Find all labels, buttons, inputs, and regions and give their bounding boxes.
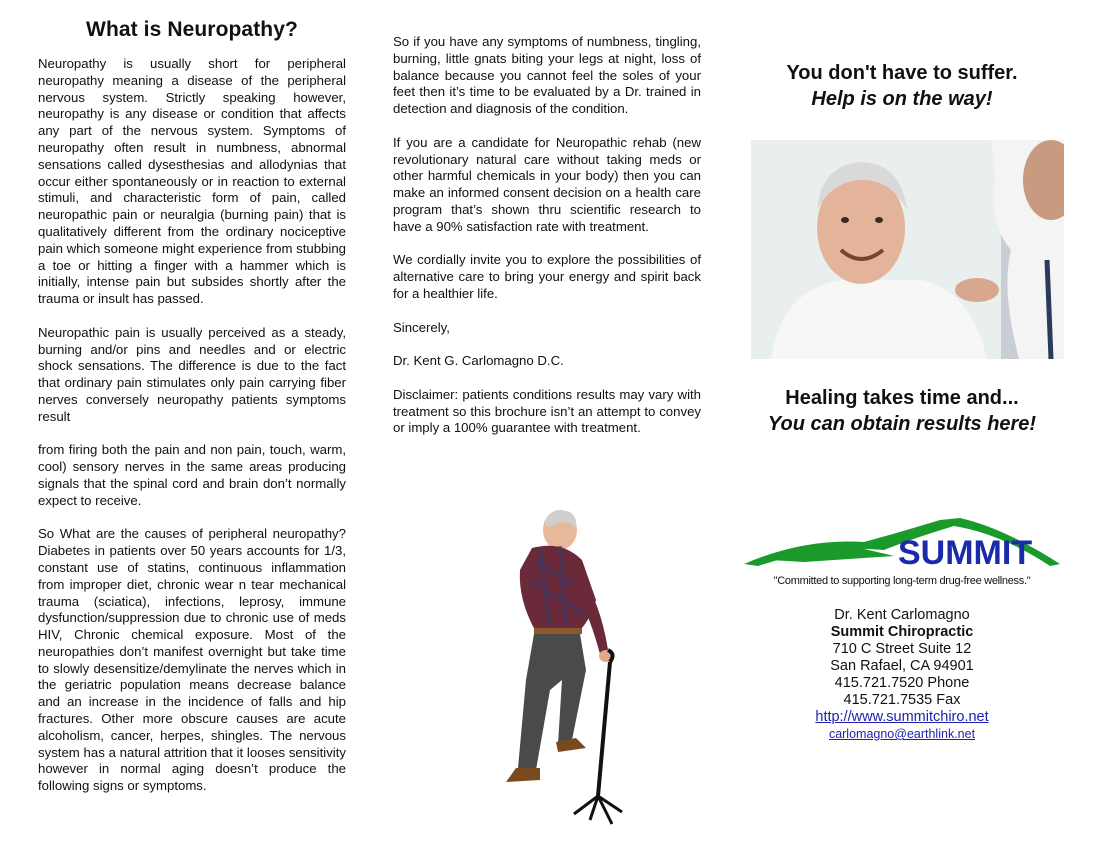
logo-text: SUMMIT xyxy=(898,534,1033,572)
headline-results-text: You can obtain results here! xyxy=(767,413,1037,435)
right-column-top xyxy=(740,60,1064,112)
paragraph: Neuropathic pain is usually perceived as a steady, burning and/or pins and needles and or electric shock sensations. The difference is due to the fact that ordinary pain stimulates only pain carrying fiber nerves conversely neuropathy patients symptoms result xyxy=(38,324,346,424)
headline-healing-text: Healing takes time and... xyxy=(785,387,1019,409)
headline-suffer xyxy=(740,60,1064,112)
middle-column xyxy=(393,0,701,454)
street-address: 710 C Street Suite 12 xyxy=(832,641,972,657)
city-address: San Rafael, CA 94901 xyxy=(830,658,974,674)
elderly-man-with-cane-image xyxy=(440,500,640,830)
website-link[interactable]: http://www.summitchiro.net xyxy=(815,709,989,725)
email-link[interactable]: carlomagno@earthlink.net xyxy=(828,727,976,741)
paragraph: We cordially invite you to explore the possibilities of alternative care to bring your energy and spirit back for a healthier life. xyxy=(393,252,701,301)
paragraph: Neuropathy is usually short for peripheral neuropathy meaning a disease of the peripheral nervous system. Strictly speaking however, neuropathy is any disease or condition that affects any part of the nervous system. Symptoms of neuropathy often result in numbness, abnormal sensations called dysesthesias and allodynias that occur either spontaneously or in reaction to external stimuli, and characteristic form of pain, called neuropathic pain or neuralgia (burning pain) that is qualitatively different from the ordinary nociceptive pain which someone might experience from stubbing a toe or hitting a finger with a hammer which is initially, intense pain but subsides shortly after the trauma or insult has passed. xyxy=(38,56,346,307)
paragraph: If you are a candidate for Neuropathic rehab (new revolutionary natural care without taking meds or other harmful chemicals in your body) then you can make an informed consent decision on a health care program that’s shown thru scientific research to have a 90% satisfaction rate with treatment. xyxy=(393,134,701,234)
disclaimer-text: Disclaimer: patients conditions results may vary with treatment so this brochure isn’t an attempt to convey or imply a 100% guarantee with treatment. xyxy=(393,386,701,436)
summit-logo xyxy=(744,512,1064,572)
closing-text: Sincerely, xyxy=(393,319,450,335)
headline-help-text: Help is on the way! xyxy=(811,88,993,110)
phone-number: 415.721.7520 Phone xyxy=(834,675,970,691)
doctor-patient-photo xyxy=(751,140,1064,359)
page-title: What is Neuropathy? xyxy=(86,18,298,41)
fax-number: 415.721.7535 Fax xyxy=(843,692,961,708)
headline-healing xyxy=(740,385,1064,437)
right-column-middle xyxy=(740,385,1064,437)
tagline: "Committed to supporting long-term drug-free wellness." xyxy=(773,575,1031,587)
signature-text: Dr. Kent G. Carlomagno D.C. xyxy=(393,353,564,369)
left-column xyxy=(38,0,346,812)
doctor-name: Dr. Kent Carlomagno xyxy=(834,607,970,623)
business-name: Summit Chiropractic xyxy=(830,624,974,640)
paragraph: from firing both the pain and non pain, touch, warm, cool) sensory nerves in the same areas producing signals that the spinal cord and brain don’t normally expect to receive. xyxy=(38,442,346,508)
paragraph: So if you have any symptoms of numbness, tingling, burning, little gnats biting your legs at night, loss of balance because you cannot feel the soles of your feet then it’s time to be evaluated by a Dr. trained in detection and diagnosis of the condition. xyxy=(393,34,701,117)
contact-block xyxy=(740,607,1064,743)
headline-suffer-text: You don't have to suffer. xyxy=(786,62,1018,84)
paragraph: So What are the causes of peripheral neuropathy? Diabetes in patients over 50 years accounts for 1/3, constant use of statins, continuous inflammation from improper diet, chronic wear n tear mechanical trauma (sciatica), infections, leprosy, immune dysfunction/suppression due to chronic use of meds HIV, Chronic chemical exposure. Most of the neuropathies don’t manifest overnight but take time to slowly desensitize/demylinate the nerves which in the geriatric population means decrease balance and an increase in the incidence of falls and hip fractures. Other more obscure causes are acute alcoholism, cancer, herpes, shingles. The nervous system has a natural attrition that it looses sensitivity however in normal aging doesn’t produce the following signs or symptoms. xyxy=(38,526,346,794)
